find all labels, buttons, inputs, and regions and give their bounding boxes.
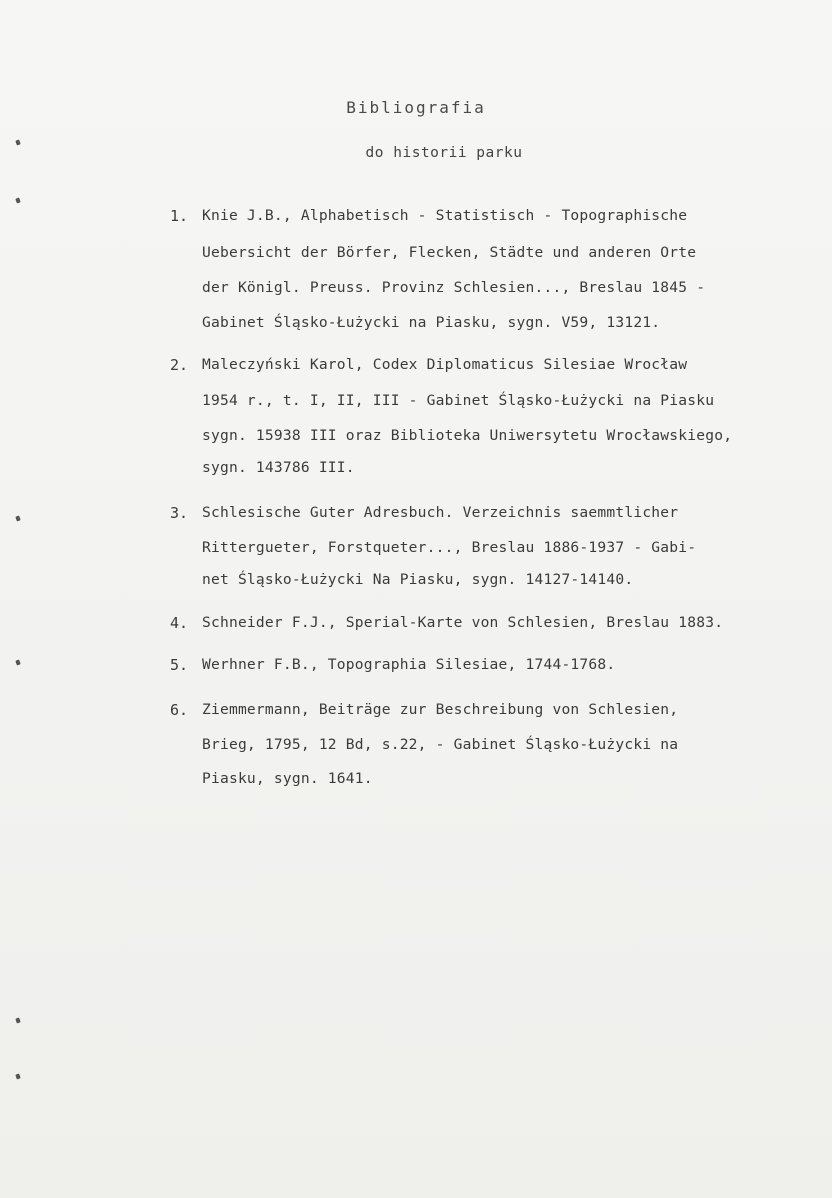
entry-line: Rittergueter, Forstqueter..., Breslau 1886-1937 - Gabi- — [202, 539, 697, 556]
entry-line: net Śląsko-Łużycki Na Piasku, sygn. 14127-14140. — [202, 571, 634, 588]
entry-line: der Königl. Preuss. Provinz Schlesien..., Breslau 1845 - — [202, 279, 706, 296]
entry-line: Uebersicht der Börfer, Flecken, Städte und anderen Orte — [202, 244, 697, 261]
entry-line: Brieg, 1795, 12 Bd, s.22, - Gabinet Śląsko-Łużycki na — [202, 736, 679, 753]
entry-number: 2. — [170, 356, 189, 374]
entry-line: sygn. 15938 III oraz Biblioteka Uniwersytetu Wrocławskiego, — [202, 427, 733, 444]
page-title: Bibliografia — [346, 98, 486, 117]
entry-line: sygn. 143786 III. — [202, 459, 355, 476]
margin-mark — [15, 515, 20, 521]
entry-line: Piasku, sygn. 1641. — [202, 770, 373, 787]
entry-number: 5. — [170, 656, 189, 674]
entry-number: 6. — [170, 701, 189, 719]
margin-mark — [15, 197, 20, 203]
entry-line: 1954 r., t. I, II, III - Gabinet Śląsko-Łużycki na Piasku — [202, 392, 715, 409]
entry-line: Schlesische Guter Adresbuch. Verzeichnis saemmtlicher — [202, 504, 679, 521]
entry-line: Schneider F.J., Sperial-Karte von Schlesien, Breslau 1883. — [202, 614, 724, 631]
margin-mark — [15, 1017, 20, 1023]
entry-line: Gabinet Śląsko-Łużycki na Piasku, sygn. V59, 13121. — [202, 314, 661, 331]
entry-number: 1. — [170, 207, 189, 225]
margin-mark — [15, 659, 20, 665]
entry-line: Maleczyński Karol, Codex Diplomaticus Silesiae Wrocław — [202, 356, 688, 373]
margin-mark — [15, 1073, 20, 1079]
page-subtitle: do historii parku — [365, 145, 523, 161]
entry-line: Werhner F.B., Topographia Silesiae, 1744-1768. — [202, 656, 616, 673]
entry-line: Knie J.B., Alphabetisch - Statistisch - Topographische — [202, 207, 688, 224]
entry-line: Ziemmermann, Beiträge zur Beschreibung von Schlesien, — [202, 701, 679, 718]
entry-number: 4. — [170, 614, 189, 632]
entry-number: 3. — [170, 504, 189, 522]
